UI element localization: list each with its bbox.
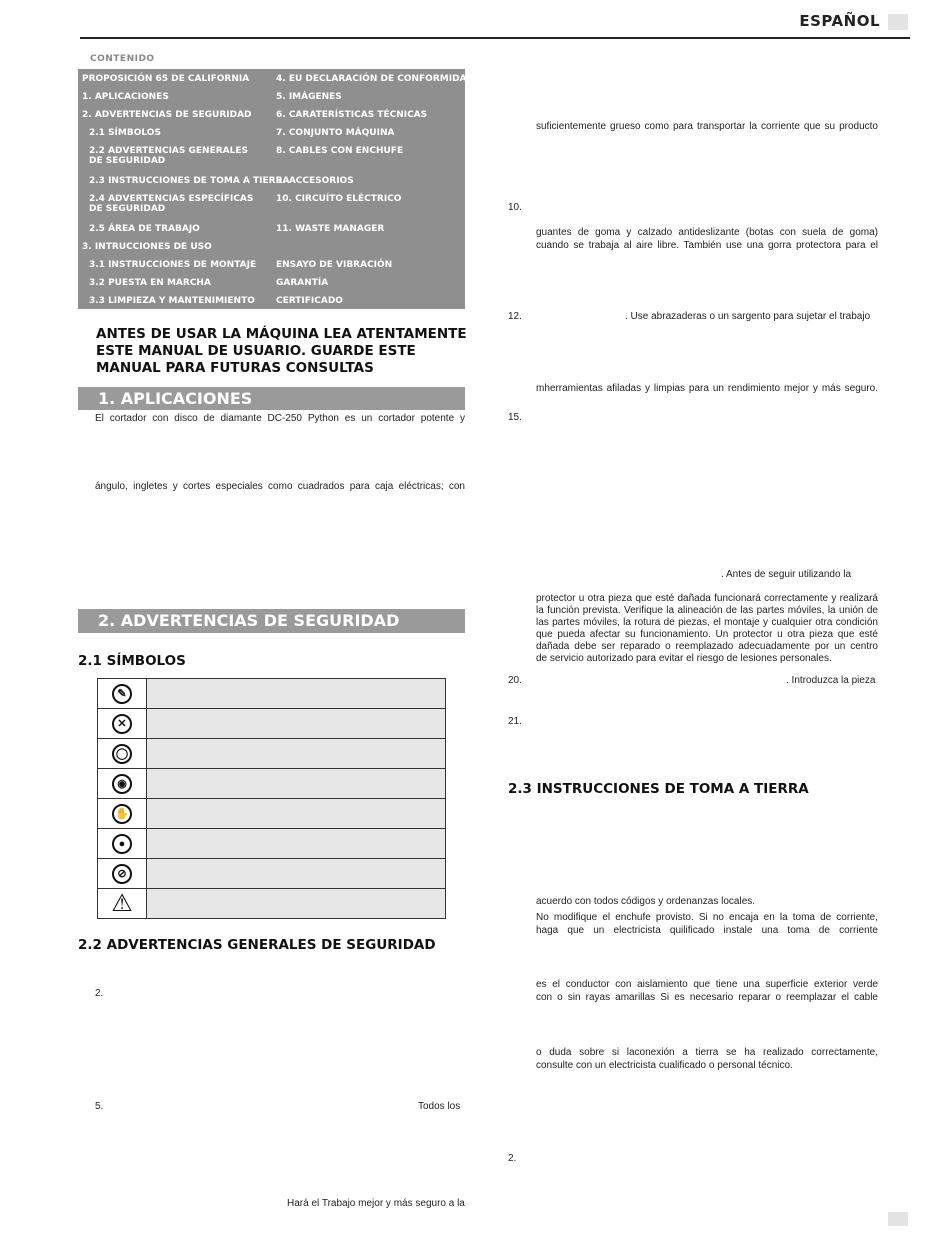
toc-item[interactable]: 2. ADVERTENCIAS DE SEGURIDAD (82, 110, 252, 120)
read-manual-warning: ANTES DE USAR LA MÁQUINA LEA ATENTAMENTE ESTE MANUAL DE USUARIO. GUARDE ESTE MANUAL PARA FUTURAS CONSULTAS (96, 326, 467, 376)
gloves-icon: ✋ (112, 804, 132, 824)
table-of-contents (78, 69, 474, 309)
item-number: 10. (508, 202, 522, 213)
safety-text: . Introduzca la pieza (786, 675, 876, 686)
toc-item[interactable]: 5. IMÁGENES (276, 92, 342, 102)
symbol-row (98, 709, 445, 739)
grounding-text: acuerdo con todos códigos y ordenanzas locales. (536, 896, 756, 907)
grounding-text: o duda sobre si laconexión a tierra se ha realizado correctamente, (536, 1047, 878, 1058)
read-manual-icon: ✎ (112, 684, 132, 704)
grounding-text: No modifique el enchufe provisto. Si no encaja en la toma de corriente, (536, 912, 878, 923)
safety-text: dañada debe ser reparado o reemplazado adecuadamente por un centro (536, 641, 878, 652)
symbol-row (98, 889, 445, 918)
symbol-row (98, 679, 445, 709)
safety-text: las partes móviles, la rotura de piezas, el montaje y cualquier otra condición (536, 617, 878, 628)
symbol-row (98, 769, 445, 799)
safety-text: . Use abrazaderas o un sargento para sujetar el trabajo (625, 311, 871, 322)
toc-item[interactable]: 2.1 SÍMBOLOS (89, 128, 161, 138)
toc-item[interactable]: PROPOSICIÓN 65 DE CALIFORNIA (82, 74, 250, 84)
toc-item[interactable]: 1. APLICACIONES (82, 92, 169, 102)
grounding-text: consulte con un electricista cualificado o personal técnico. (536, 1060, 793, 1071)
no-hands-icon: ✕ (112, 714, 132, 734)
symbol-row (98, 829, 445, 859)
safety-text: . Antes de seguir utilizando la (721, 569, 852, 580)
toc-item[interactable]: 6. CARATERÍSTICAS TÉCNICAS (276, 110, 428, 120)
toc-item[interactable]: 3.3 LIMPIEZA Y MANTENIMIENTO (89, 296, 255, 306)
item-number: 15. (508, 412, 522, 423)
safety-text: mherramientas afiladas y limpias para un rendimiento mejor y más seguro. (536, 383, 878, 394)
toc-title: CONTENIDO (90, 54, 155, 64)
toc-item[interactable]: 4. EU DECLARACIÓN DE CONFORMIDAD (276, 74, 474, 84)
toc-item[interactable]: 2.5 ÁREA DE TRABAJO (89, 224, 200, 234)
toc-item[interactable]: 11. WASTE MANAGER (276, 224, 385, 234)
grounding-text: con o sin rayas amarillas Si es necesario reparar o reemplazar el cable (536, 992, 878, 1003)
toc-item[interactable]: CERTIFICADO (276, 296, 343, 306)
toc-item[interactable]: 8. CABLES CON ENCHUFE (276, 146, 404, 156)
grounding-text: es el conductor con aislamiento que tiene una superficie exterior verde (536, 979, 878, 990)
general-safety-text: Hará el Trabajo mejor y más seguro a la (287, 1198, 465, 1209)
toc-item[interactable]: ENSAYO DE VIBRACIÓN (276, 260, 393, 270)
symbols-table (97, 678, 446, 919)
safety-text: la función prevista. Verifique la alineación de las partes móviles, la unión de (536, 605, 878, 616)
header-rule (80, 37, 910, 39)
safety-text: suficientemente grueso como para transportar la corriente que su producto (536, 121, 878, 132)
safety-text: cuando se trabaja al aire libre. También use una gorra protectora para el (536, 240, 878, 251)
ear-protection-icon: ◉ (112, 774, 132, 794)
toc-item[interactable]: 7. CONJUNTO MÁQUINA (276, 128, 395, 138)
subsection-heading-grounding: 2.3 INSTRUCCIONES DE TOMA A TIERRA (508, 781, 809, 797)
safety-text: de servicio autorizado para evitar el riesgo de lesiones personales. (536, 653, 832, 664)
language-tab-marker (888, 14, 908, 30)
item-number: 12. (508, 311, 522, 322)
symbol-row (98, 799, 445, 829)
safety-text: guantes de goma y calzado antideslizante (botas con suela de goma) (536, 227, 878, 238)
symbol-row (98, 859, 445, 889)
toc-item[interactable]: 2.4 ADVERTENCIAS ESPECÍFICAS DE SEGURIDAD (89, 194, 254, 214)
warning-triangle-icon: ⚠ (111, 889, 133, 917)
item-number: 2. (508, 1153, 517, 1164)
item-number: 21. (508, 716, 522, 727)
grounding-text: haga que un electricista quilificado instale una toma de corriente (536, 925, 878, 936)
item-number: 20. (508, 675, 522, 686)
eye-ear-protection-icon: ◯ (112, 744, 132, 764)
toc-item[interactable]: 9. ACCESORIOS (276, 176, 354, 186)
subsection-heading-symbols: 2.1 SÍMBOLOS (78, 653, 186, 669)
toc-item[interactable]: 10. CIRCUÍTO ELÉCTRICO (276, 194, 402, 204)
subsection-heading-general-safety: 2.2 ADVERTENCIAS GENERALES DE SEGURIDAD (78, 937, 436, 953)
section-heading-safety: 2. ADVERTENCIAS DE SEGURIDAD (78, 609, 465, 633)
applications-text-1: El cortador con disco de diamante DC-250 Python es un cortador potente y (95, 413, 465, 424)
page-corner-marker (888, 1212, 908, 1226)
toc-item[interactable]: 3. INTRUCCIONES DE USO (82, 242, 212, 252)
no-gloves-icon: ⊘ (112, 864, 132, 884)
item-number: 2. (95, 988, 104, 999)
section-heading-applications: 1. APLICACIONES (78, 387, 465, 410)
toc-item[interactable]: GARANTÍA (276, 278, 329, 288)
toc-item[interactable]: 2.2 ADVERTENCIAS GENERALES DE SEGURIDAD (89, 146, 248, 166)
toc-item[interactable]: 3.2 PUESTA EN MARCHA (89, 278, 211, 288)
language-label: ESPAÑOL (799, 12, 880, 30)
safety-text: que pueda afectar su funcionamiento. Un protector u otra pieza que esté (536, 629, 878, 640)
applications-text-2: ángulo, ingletes y cortes especiales como cuadrados para caja eléctricas; con (95, 481, 465, 492)
symbol-row (98, 739, 445, 769)
toc-item[interactable]: 2.3 INSTRUCCIONES DE TOMA A TIERRA (89, 176, 290, 186)
toc-item[interactable]: 3.1 INSTRUCCIONES DE MONTAJE (89, 260, 257, 270)
general-safety-text: Todos los (418, 1101, 461, 1112)
dust-mask-icon: ● (112, 834, 132, 854)
item-number: 5. (95, 1101, 104, 1112)
safety-text: protector u otra pieza que esté dañada funcionará correctamente y realizará (536, 593, 878, 604)
